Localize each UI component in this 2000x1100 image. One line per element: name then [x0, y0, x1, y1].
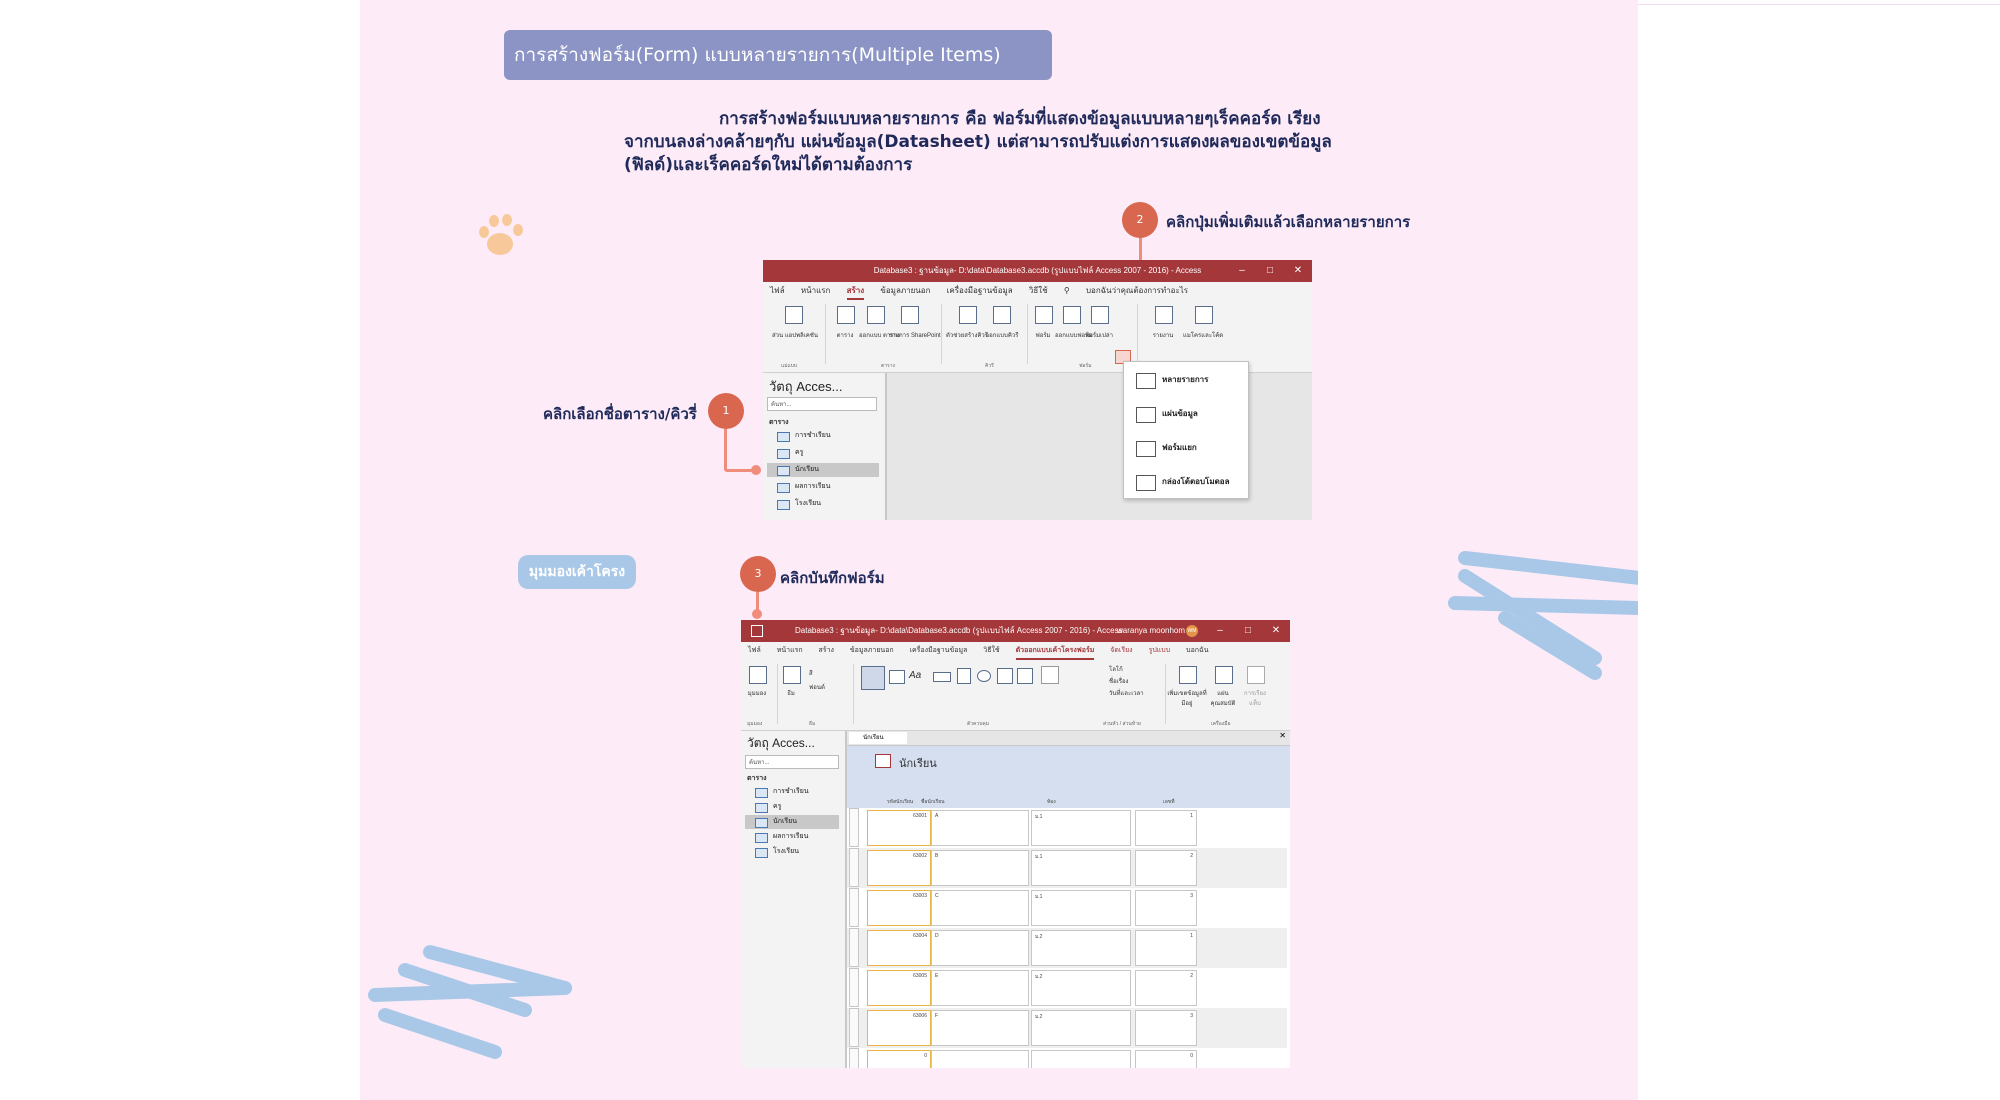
- step-3-text: คลิกบันทึกฟอร์ม: [780, 569, 885, 587]
- form-header: [847, 746, 1290, 796]
- tab-form-layout-design[interactable]: ตัวออกแบบเค้าโครงฟอร์ม: [1016, 644, 1095, 660]
- student-id-field[interactable]: 63006: [867, 1010, 931, 1046]
- navigation-pane: [741, 731, 847, 1068]
- title-label[interactable]: ชื่อเรื่อง: [1109, 679, 1129, 685]
- window-title: Database3 : ฐานข้อมูล- D:\data\Database3.accdb (รูปแบบไฟล์ Access 2007 - 2016) - Access: [763, 260, 1312, 282]
- dropdown-modal-dialog[interactable]: กล่องโต้ตอบโมดอล: [1124, 470, 1248, 494]
- room-field[interactable]: ม.2: [1031, 930, 1131, 966]
- nav-item-selected[interactable]: นักเรียน: [745, 815, 839, 829]
- step-1-circle: 1: [708, 393, 744, 429]
- table-design-label: ออกแบบ ตาราง: [859, 333, 900, 339]
- tab-database-tools[interactable]: เครื่องมือฐานข้อมูล: [909, 647, 968, 654]
- nav-search-input[interactable]: ค้นหา...: [745, 755, 839, 769]
- view-icon[interactable]: [749, 666, 767, 684]
- query-design-label: ออกแบบคิวรี: [985, 333, 1019, 339]
- label-tool-icon[interactable]: Aa: [909, 670, 922, 681]
- table-icon: [777, 500, 790, 510]
- intro-line-1: การสร้างฟอร์มแบบหลายรายการ คือ ฟอร์มที่แสดงข้อมูลแบบหลายๆเร็คคอร์ด เรียง: [719, 109, 1321, 129]
- query-wizard-icon[interactable]: [959, 306, 977, 324]
- multiple-items-icon: [1136, 373, 1156, 389]
- tab-home[interactable]: หน้าแรก: [776, 647, 803, 654]
- tab-help[interactable]: วิธีใช้: [983, 647, 1000, 654]
- tab-tell-me[interactable]: บอกฉัน: [1186, 647, 1209, 654]
- close-icon[interactable]: ✕: [1271, 625, 1281, 636]
- form-title: นักเรียน: [899, 758, 937, 770]
- user-avatar[interactable]: WM: [1186, 625, 1198, 637]
- app-parts-icon[interactable]: [785, 306, 803, 324]
- student-name-field[interactable]: E: [931, 970, 1029, 1006]
- col-header-room: ห้อง: [1047, 799, 1056, 805]
- form-design-icon[interactable]: [1063, 306, 1081, 324]
- user-name: waranya moonhom: [1117, 626, 1186, 635]
- nav-title[interactable]: วัตถุ Acces...: [769, 379, 843, 394]
- group-tables: ตาราง: [881, 363, 895, 369]
- view-label: มุมมอง: [747, 691, 767, 697]
- room-field[interactable]: ม.1: [1031, 850, 1131, 886]
- student-id-field[interactable]: 63002: [867, 850, 931, 886]
- button-tool-icon[interactable]: [933, 672, 951, 682]
- student-id-field[interactable]: 63001: [867, 810, 931, 846]
- group-tools: เครื่องมือ: [1211, 721, 1231, 727]
- col-header-number: เลขที่: [1163, 799, 1175, 805]
- intro-line-3: (ฟิลด์)และเร็คคอร์ดใหม่ได้ตามต้องการ: [624, 155, 913, 175]
- navigation-pane: [763, 373, 887, 520]
- ribbon-tabs: [741, 642, 1290, 660]
- room-field[interactable]: [1031, 1050, 1131, 1068]
- ribbon-separator: [777, 664, 778, 724]
- table-icon: [777, 449, 790, 459]
- sharepoint-lists-label: รายการ SharePoint: [889, 333, 941, 339]
- textbox-tool-icon[interactable]: [889, 670, 905, 684]
- number-field[interactable]: 3: [1135, 890, 1197, 926]
- sharepoint-lists-icon[interactable]: [901, 306, 919, 324]
- close-document-icon[interactable]: ✕: [1279, 731, 1286, 740]
- ribbon-separator: [1027, 304, 1028, 364]
- step-3-circle: 3: [740, 556, 776, 592]
- nav-item[interactable]: ผลการเรียน: [767, 480, 879, 494]
- record-selector[interactable]: [849, 1048, 859, 1068]
- nav-item[interactable]: โรงเรียน: [767, 497, 879, 511]
- tab-file[interactable]: ไฟล์: [770, 286, 785, 295]
- student-name-field[interactable]: C: [931, 890, 1029, 926]
- table-icon: [777, 432, 790, 442]
- step-1-dot: [751, 465, 761, 475]
- ribbon-separator: [1137, 304, 1138, 364]
- table-icon: [777, 483, 790, 493]
- slide-title: การสร้างฟอร์ม(Form) แบบหลายรายการ(Multiple Items): [504, 30, 1052, 80]
- insert-image-icon[interactable]: [1041, 666, 1059, 684]
- student-id-field[interactable]: 63003: [867, 890, 931, 926]
- group-templates: แม่แบบ: [781, 363, 798, 369]
- tab-create[interactable]: สร้าง: [847, 284, 865, 300]
- table-icon: [755, 788, 768, 798]
- record-selector[interactable]: [849, 968, 859, 1007]
- list-tool-icon[interactable]: [1017, 668, 1033, 684]
- col-header-student-id: รหัสนักเรียน: [887, 799, 914, 805]
- room-field[interactable]: ม.2: [1031, 970, 1131, 1006]
- table-icon: [755, 833, 768, 843]
- ribbon-separator: [825, 304, 826, 364]
- group-controls: ตัวควบคุม: [967, 721, 990, 727]
- step-2-text: คลิกปุ่มเพิ่มเติมแล้วเลือกหลายรายการ: [1166, 213, 1411, 231]
- brush-stroke-right-icon: [1445, 548, 1638, 683]
- document-tab-bar: [847, 731, 1290, 746]
- maximize-icon[interactable]: □: [1244, 625, 1252, 636]
- group-forms: ฟอร์ม: [1079, 363, 1092, 369]
- datasheet-icon: [1136, 407, 1156, 423]
- ribbon-separator: [853, 664, 854, 724]
- group-header-footer: ส่วนหัว / ส่วนท้าย: [1103, 721, 1141, 727]
- table-icon: [777, 466, 790, 476]
- record-selector[interactable]: [849, 848, 859, 887]
- student-name-field[interactable]: [931, 1050, 1029, 1068]
- number-field[interactable]: 1: [1135, 810, 1197, 846]
- property-sheet-icon[interactable]: [1215, 666, 1233, 684]
- step-1-text: คลิกเลือกชื่อตาราง/คิวรี่: [543, 405, 697, 423]
- nav-title[interactable]: วัตถุ Acces...: [747, 736, 815, 750]
- tab-database-tools[interactable]: เครื่องมือฐานข้อมูล: [946, 286, 1013, 295]
- number-field[interactable]: 2: [1135, 850, 1197, 886]
- app-parts-label: ส่วน แอปพลิเคชัน: [772, 333, 818, 339]
- tab-create[interactable]: สร้าง: [818, 647, 834, 654]
- student-name-field[interactable]: F: [931, 1010, 1029, 1046]
- tab-help[interactable]: วิธีใช้: [1028, 286, 1048, 295]
- property-sheet-label: แผ่นคุณสมบัติ: [1210, 691, 1236, 707]
- ribbon-separator: [1165, 664, 1166, 724]
- column-headers: [847, 796, 1290, 808]
- table-icon[interactable]: [837, 306, 855, 324]
- room-field[interactable]: ม.1: [1031, 810, 1131, 846]
- group-views: มุมมอง: [747, 721, 763, 727]
- number-field[interactable]: 1: [1135, 930, 1197, 966]
- room-field[interactable]: ม.1: [1031, 890, 1131, 926]
- group-themes: ธีม: [809, 721, 816, 727]
- tab-external-data[interactable]: ข้อมูลภายนอก: [849, 647, 894, 654]
- tab-order-label: การเรียงแท็บ: [1244, 691, 1266, 707]
- form-icon[interactable]: [1035, 306, 1053, 324]
- room-field[interactable]: ม.2: [1031, 1010, 1131, 1046]
- intro-line-2: จากบนลงล่างคล้ายๆกับ แผ่นข้อมูล(Datasheet) แต่สามารถปรับแต่งการแสดงผลของเขตข้อมูล: [624, 132, 1332, 152]
- query-design-icon[interactable]: [993, 306, 1011, 324]
- blank-form-label: ฟอร์มเปล่า: [1085, 333, 1113, 339]
- step-1-connector-v: [724, 429, 727, 469]
- minimize-icon[interactable]: –: [1239, 265, 1245, 276]
- form-icon: [875, 754, 891, 768]
- macro-label: แมโครและโค้ด: [1183, 333, 1224, 339]
- ribbon-tabs: [763, 282, 1312, 300]
- step-2-circle: 2: [1122, 202, 1158, 238]
- record-selector[interactable]: [849, 1008, 859, 1047]
- window-title: Database3 : ฐานข้อมูล- D:\data\Database3.accdb (รูปแบบไฟล์ Access 2007 - 2016) - Access waranya moonhom: [741, 620, 1290, 642]
- hyperlink-tool-icon[interactable]: [977, 670, 991, 682]
- col-header-student-name: ชื่อนักเรียน: [921, 799, 945, 805]
- number-field[interactable]: 3: [1135, 1010, 1197, 1046]
- report-label: รายงาน: [1152, 333, 1174, 339]
- nav-item[interactable]: การชำเรียน: [745, 785, 839, 799]
- layout-view-label: มุมมองเค้าโครง: [518, 555, 636, 589]
- logo-label[interactable]: โลโก้: [1109, 667, 1123, 673]
- tab-order-icon[interactable]: [1247, 666, 1265, 684]
- form-label: ฟอร์ม: [1035, 333, 1051, 339]
- nav-item[interactable]: ครู: [745, 800, 839, 814]
- table-icon: [755, 848, 768, 858]
- student-id-field[interactable]: 63005: [867, 970, 931, 1006]
- record-list: [847, 808, 1290, 1068]
- search-icon: ⚲: [1063, 286, 1070, 295]
- tab-home[interactable]: หน้าแรก: [800, 286, 831, 295]
- student-id-field[interactable]: 63004: [867, 930, 931, 966]
- form-design-label: ออกแบบฟอร์ม: [1055, 333, 1093, 339]
- table-icon: [755, 818, 768, 828]
- colors-label[interactable]: สี: [809, 671, 813, 677]
- save-icon[interactable]: [751, 625, 763, 637]
- add-fields-icon[interactable]: [1179, 666, 1197, 684]
- table-label: ตาราง: [836, 333, 854, 339]
- macro-icon[interactable]: [1195, 306, 1213, 324]
- more-forms-dropdown: [1123, 361, 1249, 499]
- nav-item[interactable]: ครู: [767, 446, 879, 460]
- split-form-icon: [1136, 441, 1156, 457]
- student-name-field[interactable]: B: [931, 850, 1029, 886]
- datetime-label[interactable]: วันที่และเวลา: [1109, 691, 1144, 697]
- student-id-field[interactable]: 0: [867, 1050, 931, 1068]
- step-3-dot: [752, 609, 762, 619]
- nav-section-tables[interactable]: ตาราง: [769, 419, 789, 426]
- paw-print-icon: [472, 208, 532, 268]
- top-edge-line: [1638, 4, 2000, 5]
- close-icon[interactable]: ✕: [1293, 265, 1303, 276]
- tab-external-data[interactable]: ข้อมูลภายนอก: [880, 286, 931, 295]
- add-fields-label: เพิ่มเขตข้อมูลที่มีอยู่: [1167, 691, 1207, 707]
- modal-dialog-icon: [1136, 475, 1156, 491]
- tell-me-input[interactable]: บอกฉันว่าคุณต้องการทำอะไร: [1085, 286, 1189, 295]
- tab-arrange[interactable]: จัดเรียง: [1110, 647, 1133, 654]
- tab-format[interactable]: รูปแบบ: [1148, 647, 1171, 654]
- record-selector[interactable]: [849, 928, 859, 967]
- dropdown-datasheet[interactable]: แผ่นข้อมูล: [1124, 402, 1248, 426]
- nav-item[interactable]: การชำเรียน: [767, 429, 879, 443]
- nav-search-input[interactable]: ค้นหา...: [767, 397, 877, 411]
- nav-item[interactable]: โรงเรียน: [745, 845, 839, 859]
- tab-control-icon[interactable]: [957, 668, 971, 684]
- intro-paragraph: [624, 108, 1444, 177]
- nav-section-tables[interactable]: ตาราง: [747, 775, 767, 782]
- table-icon: [755, 803, 768, 813]
- student-name-field[interactable]: A: [931, 810, 1029, 846]
- nav-item[interactable]: ผลการเรียน: [745, 830, 839, 844]
- record-selector[interactable]: [849, 888, 859, 927]
- fonts-label[interactable]: ฟอนต์: [809, 685, 825, 691]
- dropdown-split-form[interactable]: ฟอร์มแยก: [1124, 436, 1248, 460]
- themes-label: ธีม: [787, 691, 795, 697]
- access-screenshot-layout-view: [741, 620, 1290, 1068]
- select-tool-icon[interactable]: [861, 666, 885, 690]
- themes-icon[interactable]: [783, 666, 801, 684]
- brush-stroke-left-icon: [365, 940, 575, 1070]
- group-queries: คิวรี: [985, 363, 994, 369]
- query-wizard-label: ตัวช่วยสร้างคิวรี: [945, 333, 988, 339]
- table-design-icon[interactable]: [867, 306, 885, 324]
- blank-form-icon[interactable]: [1091, 306, 1109, 324]
- minimize-icon[interactable]: –: [1217, 625, 1223, 636]
- nav-item-selected[interactable]: นักเรียน: [767, 463, 879, 477]
- tab-file[interactable]: ไฟล์: [748, 647, 761, 654]
- report-icon[interactable]: [1155, 306, 1173, 324]
- student-name-field[interactable]: D: [931, 930, 1029, 966]
- number-field[interactable]: 2: [1135, 970, 1197, 1006]
- record-selector[interactable]: [849, 808, 859, 847]
- document-tab[interactable]: นักเรียน: [849, 732, 907, 744]
- dropdown-multiple-items[interactable]: หลายรายการ: [1124, 368, 1248, 392]
- maximize-icon[interactable]: □: [1266, 265, 1274, 276]
- ribbon: [741, 660, 1290, 731]
- step-1-connector-h: [724, 469, 754, 472]
- number-field[interactable]: 0: [1135, 1050, 1197, 1068]
- ribbon-separator: [941, 304, 942, 364]
- combo-tool-icon[interactable]: [997, 668, 1013, 684]
